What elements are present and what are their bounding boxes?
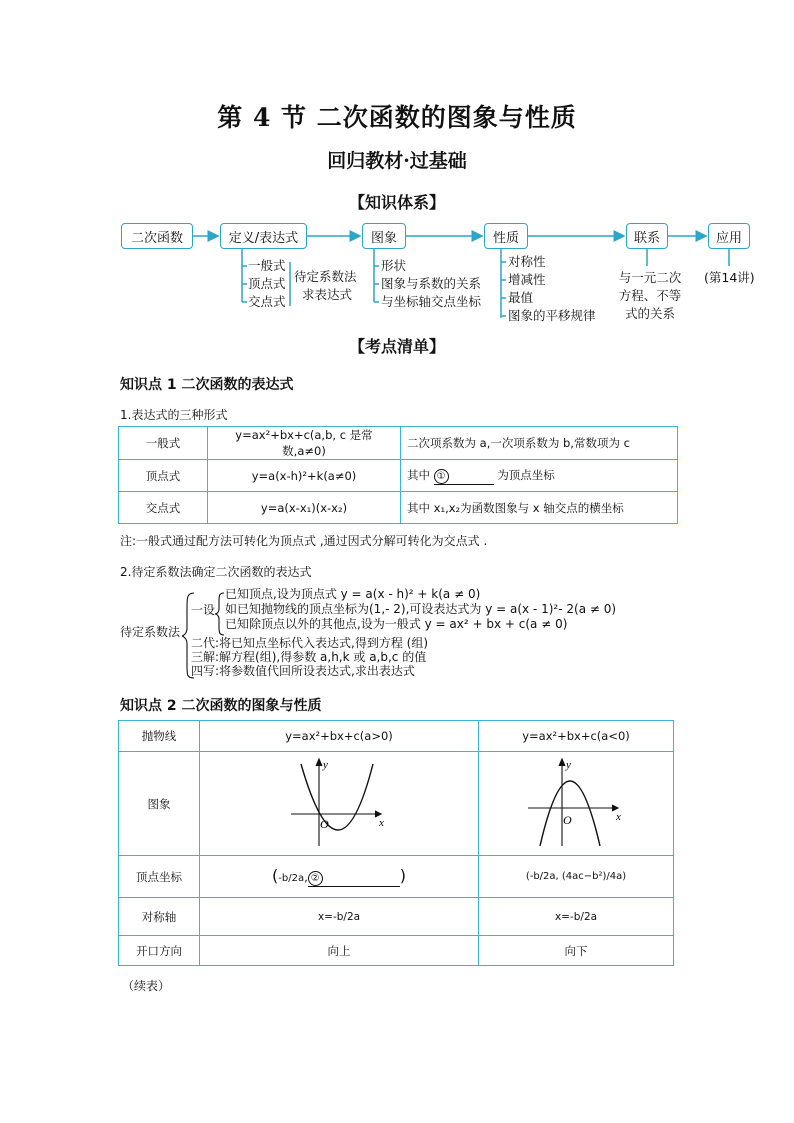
row-name: 一般式 (119, 427, 208, 460)
flow-node-graph: 图象 (362, 223, 406, 249)
vertex-label: 顶点坐标 (119, 856, 200, 898)
row-formula: y=a(x-h)²+k(a≠0) (208, 460, 401, 492)
table-row (119, 856, 674, 898)
row-note: 二次项系数为 a,一次项系数为 b,常数项为 c (401, 427, 678, 460)
set-line-3: 已知除顶点以外的其他点,设为一般式 y = ax² + bx + c(a ≠ 0) (225, 617, 568, 631)
step-2: 二代:将已知点坐标代入表达式,得到方程 (组) (191, 636, 429, 650)
link-item-1: 与一元二次 (618, 270, 682, 285)
page-title: 第 4 节 二次函数的图象与性质 (217, 103, 577, 132)
table-row (119, 427, 678, 460)
def-method-line1: 待定系数法 (294, 269, 357, 284)
open-label: 开口方向 (119, 936, 200, 966)
svg-text:O: O (320, 817, 329, 831)
row-formula: y=ax²+bx+c(a,b, c 是常数,a≠0) (208, 427, 401, 460)
vertex-down: (-b/2a, (4ac−b²)/4a) (479, 856, 674, 898)
step-4: 四写:将参数值代回所设表达式,求出表达式 (191, 664, 415, 678)
svg-text:y: y (566, 759, 571, 771)
blank-1: ① (434, 468, 494, 485)
flow-node-application: 应用 (708, 223, 750, 249)
svg-text:x: x (616, 811, 621, 823)
property-item-translation: 图象的平移规律 (508, 308, 596, 323)
header-a-negative: y=ax²+bx+c(a<0) (479, 721, 674, 752)
step-3: 三解:解方程(组),得参数 a,h,k 或 a,b,c 的值 (191, 650, 427, 664)
yi-she-label: 一设 (191, 603, 216, 617)
link-items (612, 269, 688, 323)
parabola-up-graph (289, 756, 389, 848)
section-knowledge-system: 【知识体系】 (348, 193, 445, 212)
property-item-extremum: 最值 (508, 290, 534, 305)
row-note-suffix: 为顶点坐标 (497, 467, 555, 482)
image-item-shape: 形状 (381, 258, 407, 273)
parabola-down-graph (526, 756, 626, 848)
axis-down: x=-b/2a (479, 898, 674, 936)
flow-node-definition: 定义/表达式 (220, 223, 307, 249)
section-checklist: 【考点清单】 (348, 337, 445, 356)
image-item-intercepts: 与坐标轴交点坐标 (381, 294, 482, 309)
page-subtitle: 回归教材·过基础 (327, 150, 467, 172)
graph-up-cell (200, 752, 479, 856)
table-row (119, 936, 674, 966)
flow-node-properties: 性质 (484, 223, 528, 249)
table-row (119, 492, 678, 524)
property-item-monotonicity: 增减性 (508, 272, 546, 287)
svg-text:O: O (563, 813, 572, 827)
kp1-footnote: 注:一般式通过配方法可转化为顶点式 ,通过因式分解可转化为交点式 . (120, 534, 488, 548)
link-item-3: 式的关系 (624, 306, 675, 321)
row-name: 顶点式 (119, 460, 208, 492)
link-item-2: 方程、不等 (618, 288, 682, 303)
table-row (119, 721, 674, 752)
svg-text:x: x (379, 817, 384, 829)
def-item-vertex: 顶点式 (248, 276, 286, 291)
row-note-prefix: 其中 (407, 467, 430, 482)
image-items (381, 257, 481, 311)
open-up: 向上 (200, 936, 479, 966)
kp1-sub2: 2.待定系数法确定二次函数的表达式 (120, 565, 312, 579)
expression-table (118, 426, 678, 524)
def-item-general: 一般式 (248, 258, 286, 273)
graph-label: 图象 (119, 752, 200, 856)
table-row (119, 752, 674, 856)
row-note: 其中 x₁,x₂为函数图象与 x 轴交点的横坐标 (401, 492, 678, 524)
def-method-line2: 求表达式 (302, 287, 353, 302)
apply-items: (第14讲) (704, 270, 755, 285)
table-row (119, 898, 674, 936)
kp1-heading: 知识点 1 二次函数的表达式 (120, 377, 294, 393)
header-parabola: 抛物线 (119, 721, 200, 752)
svg-text:y: y (323, 759, 328, 771)
definition-method (294, 268, 357, 304)
blank-2: ② (308, 870, 400, 887)
flow-node-quadratic-function: 二次函数 (121, 223, 193, 249)
axis-label: 对称轴 (119, 898, 200, 936)
kp1-sub1: 1.表达式的三种形式 (120, 408, 228, 422)
image-item-coefficients: 图象与系数的关系 (381, 276, 482, 291)
table-row (119, 460, 678, 492)
method-label: 待定系数法 (120, 625, 181, 639)
property-item-symmetry: 对称性 (508, 254, 546, 269)
row-note (401, 460, 678, 492)
set-line-1: 已知顶点,设为顶点式 y = a(x - h)² + k(a ≠ 0) (225, 587, 481, 601)
row-name: 交点式 (119, 492, 208, 524)
def-item-intercept: 交点式 (248, 294, 286, 309)
flow-node-connections: 联系 (626, 223, 668, 249)
header-a-positive: y=ax²+bx+c(a>0) (200, 721, 479, 752)
row-formula: y=a(x-x₁)(x-x₂) (208, 492, 401, 524)
property-items (508, 253, 596, 325)
open-down: 向下 (479, 936, 674, 966)
definition-items (248, 257, 286, 311)
kp2-heading: 知识点 2 二次函数的图象与性质 (120, 698, 322, 714)
graph-down-cell (479, 752, 674, 856)
vertex-up-cell: (-b/2a, ② ) (200, 856, 479, 898)
continued-note: （续表） (122, 979, 171, 993)
property-table (118, 720, 674, 966)
set-line-2: 如已知抛物线的顶点坐标为(1,- 2),可设表达式为 y = a(x - 1)²- 2(a ≠ 0) (225, 602, 617, 616)
axis-up: x=-b/2a (200, 898, 479, 936)
vertex-up-x: -b/2a (278, 873, 305, 884)
